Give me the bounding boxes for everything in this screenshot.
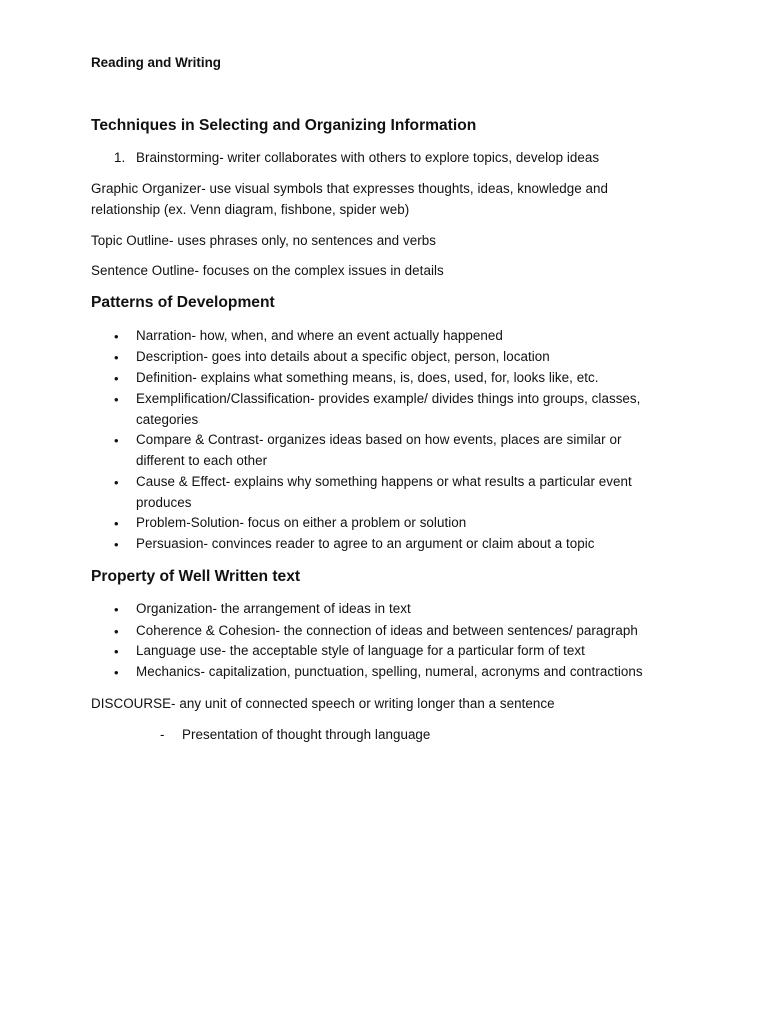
bullet-icon: • [114,433,119,448]
paragraph-topic-outline: Topic Outline- uses phrases only, no sentences and verbs [91,233,436,248]
bullet-icon: • [114,624,119,639]
list-item: Description- goes into details about a specific object, person, location [136,349,550,364]
bullet-icon: • [114,350,119,365]
section-heading-techniques: Techniques in Selecting and Organizing Information [91,117,477,134]
list-item: Problem-Solution- focus on either a problem or solution [136,515,467,530]
sub-item-presentation: Presentation of thought through language [182,727,431,742]
list-item: Cause & Effect- explains why something happens or what results a particular event produces [136,474,632,510]
paragraph-discourse: DISCOURSE- any unit of connected speech or writing longer than a sentence [91,696,555,711]
list-number: 1. [114,150,126,165]
list-item: Persuasion- convinces reader to agree to an argument or claim about a topic [136,536,595,551]
document-title: Reading and Writing [91,55,221,70]
bullet-icon: • [114,475,119,490]
list-item: Coherence & Cohesion- the connection of ideas and between sentences/ paragraph [136,623,638,638]
bullet-icon: • [114,602,119,617]
bullet-icon: • [114,392,119,407]
section-heading-property: Property of Well Written text [91,568,301,585]
numbered-item-brainstorming: Brainstorming- writer collaborates with others to explore topics, develop ideas [136,150,600,165]
list-item: Language use- the acceptable style of language for a particular form of text [136,643,585,658]
paragraph-sentence-outline: Sentence Outline- focuses on the complex issues in details [91,263,444,278]
list-item: Mechanics- capitalization, punctuation, spelling, numeral, acronyms and contractions [136,664,643,679]
list-item: Organization- the arrangement of ideas in text [136,601,411,616]
dash-icon: - [160,727,165,742]
list-item: Compare & Contrast- organizes ideas based on how events, places are similar or different to each other [136,432,622,468]
list-item: Exemplification/Classification- provides example/ divides things into groups, classes, categories [136,391,641,427]
bullet-icon: • [114,665,119,680]
bullet-icon: • [114,537,119,552]
bullet-icon: • [114,516,119,531]
bullet-icon: • [114,371,119,386]
bullet-icon: • [114,644,119,659]
paragraph-graphic-organizer: Graphic Organizer- use visual symbols that expresses thoughts, ideas, knowledge and relationship (ex. Venn diagram, fishbone, spider web) [91,181,608,217]
list-item: Narration- how, when, and where an event actually happened [136,328,503,343]
section-heading-patterns: Patterns of Development [91,294,275,311]
list-item: Definition- explains what something means, is, does, used, for, looks like, etc. [136,370,599,385]
bullet-icon: • [114,329,119,344]
